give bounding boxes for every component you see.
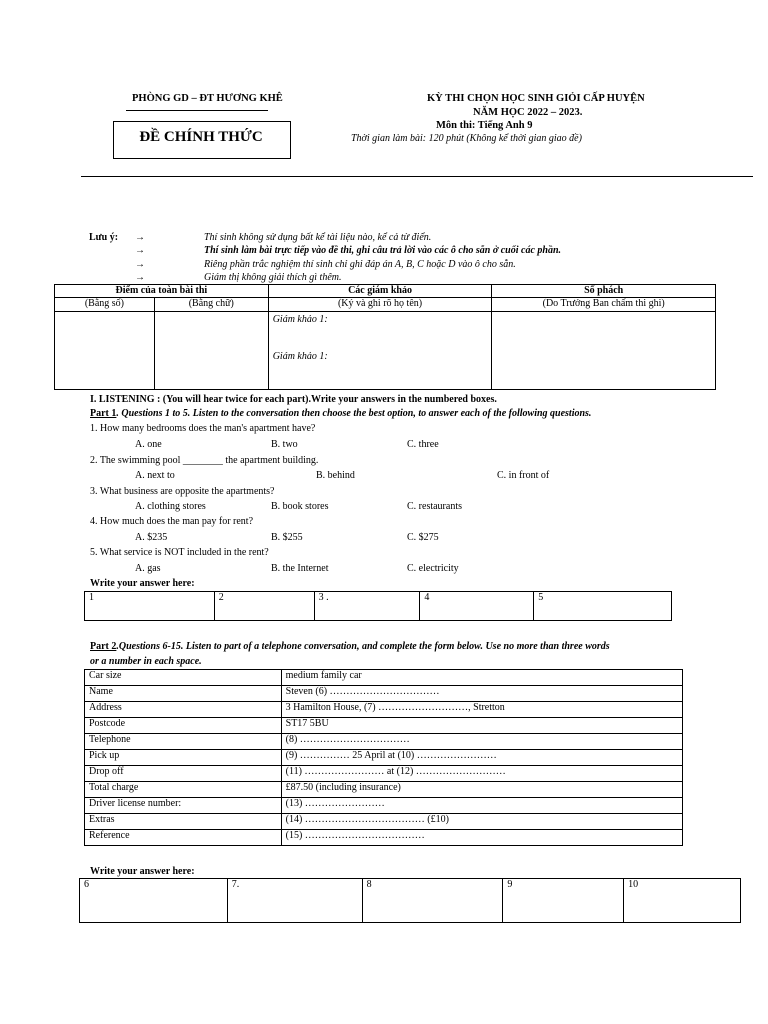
option-1a: A. one — [135, 439, 162, 450]
form-label: Pick up — [85, 750, 282, 766]
question-5: 5. What service is NOT included in the rent? — [90, 547, 269, 558]
notes-label: Lưu ý: — [89, 232, 119, 243]
form-label: Extras — [85, 814, 282, 830]
form-value: (9) …………… 25 April at (10) …………………… — [281, 750, 682, 766]
arrow-icon: → — [135, 245, 145, 256]
answer-box-1[interactable]: 1 — [85, 592, 215, 621]
subject: Môn thi: Tiếng Anh 9 — [436, 120, 533, 131]
part2-instruction — [90, 641, 710, 653]
answer-box-8[interactable]: 8 — [362, 879, 503, 923]
listening-heading: I. LISTENING : (You will hear twice for each part).Write your answers in the numbered boxes. — [90, 394, 497, 405]
exam-time: Thời gian làm bài: 120 phút (Không kể thời gian giao đề) — [351, 133, 582, 144]
form-value: 3 Hamilton House, (7) ………………………, Stretton — [281, 702, 682, 718]
exam-title: KỲ THI CHỌN HỌC SINH GIỎI CẤP HUYỆN — [427, 93, 645, 104]
note-item: Thí sinh làm bài trực tiếp vào đề thi, ghi câu trả lời vào các ô cho sẵn ở cuối các phần. — [204, 245, 562, 256]
option-5b: B. the Internet — [271, 563, 329, 574]
option-2c: C. in front of — [497, 470, 550, 481]
answer-table-2 — [79, 878, 741, 923]
part2-text-line2: or a number in each space. — [90, 656, 202, 667]
question-1: 1. How many bedrooms does the man's apartment have? — [90, 423, 316, 434]
option-1c: C. three — [407, 439, 439, 450]
arrow-icon: → — [135, 232, 145, 243]
score-header: Điểm của toàn bài thi — [55, 285, 269, 298]
score-number-cell[interactable] — [55, 312, 155, 390]
form-label: Drop off — [85, 766, 282, 782]
examiner-sign-header: (Ký và ghi rõ họ tên) — [268, 298, 492, 312]
score-table — [54, 284, 716, 390]
score-number-header: (Bằng số) — [55, 298, 155, 312]
department-underline — [126, 110, 268, 111]
answer-box-5[interactable]: 5 — [534, 592, 672, 621]
option-3a: A. clothing stores — [135, 501, 206, 512]
write-answer-label-2: Write your answer here: — [90, 866, 195, 877]
form-label: Telephone — [85, 734, 282, 750]
answer-box-7[interactable]: 7. — [227, 879, 362, 923]
form-label: Address — [85, 702, 282, 718]
answer-box-2[interactable]: 2 — [214, 592, 314, 621]
form-value: (14) ……………………………… (£10) — [281, 814, 682, 830]
header-divider — [81, 176, 753, 177]
score-word-cell[interactable] — [154, 312, 268, 390]
answer-box-9[interactable]: 9 — [503, 879, 624, 923]
option-2b: B. behind — [316, 470, 355, 481]
form-label: Total charge — [85, 782, 282, 798]
part1-instruction — [90, 408, 591, 420]
option-2a: A. next to — [135, 470, 175, 481]
answer-table-1 — [84, 591, 672, 621]
arrow-icon: → — [135, 259, 145, 270]
option-3c: C. restaurants — [407, 501, 462, 512]
option-3b: B. book stores — [271, 501, 329, 512]
form-label: Name — [85, 686, 282, 702]
form-label: Driver license number: — [85, 798, 282, 814]
form-value: Steven (6) …………………………… — [281, 686, 682, 702]
question-4: 4. How much does the man pay for rent? — [90, 516, 254, 527]
rental-form-table — [84, 669, 683, 846]
form-value: £87.50 (including insurance) — [281, 782, 682, 798]
answer-box-3[interactable]: 3 . — [314, 592, 420, 621]
option-5c: C. electricity — [407, 563, 459, 574]
form-value: ST17 5BU — [281, 718, 682, 734]
examiner-2-label: Giám khảo 1: — [272, 351, 328, 362]
note-item: Thí sinh không sử dụng bất kể tài liệu nào, kể cả từ điển. — [204, 232, 432, 243]
note-item: Giám thị không giải thích gì thêm. — [204, 272, 342, 283]
form-value: (8) …………………………… — [281, 734, 682, 750]
form-value: (13) …………………… — [281, 798, 682, 814]
examiners-header: Các giám khảo — [268, 285, 492, 298]
answer-box-4[interactable]: 4 — [420, 592, 534, 621]
examiner-cell[interactable] — [268, 312, 492, 390]
write-answer-label-1: Write your answer here: — [90, 578, 195, 589]
school-year: NĂM HỌC 2022 – 2023. — [473, 107, 583, 118]
code-cell[interactable] — [492, 312, 716, 390]
question-3: 3. What business are opposite the apartments? — [90, 486, 275, 497]
part2-text: .Questions 6-15. Listen to part of a telephone conversation, and complete the form below. Use no more than three words — [116, 641, 610, 652]
form-label: Postcode — [85, 718, 282, 734]
code-header: Số phách — [492, 285, 716, 298]
question-2: 2. The swimming pool ________ the apartment building. — [90, 455, 319, 466]
form-value: medium family car — [281, 670, 682, 686]
examiner-1-label: Giám khảo 1: — [272, 314, 328, 325]
form-label: Car size — [85, 670, 282, 686]
department-name: PHÒNG GD – ĐT HƯƠNG KHÊ — [132, 93, 283, 104]
part1-label: Part 1 — [90, 408, 117, 419]
part1-text: . Questions 1 to 5. Listen to the conversation then choose the best option, to answer each of the following questions. — [116, 408, 592, 419]
note-item: Riêng phần trắc nghiệm thí sinh chỉ ghi đáp án A, B, C hoặc D vào ô cho sẵn. — [204, 259, 516, 270]
answer-box-6[interactable]: 6 — [80, 879, 228, 923]
official-label: ĐỀ CHÍNH THỨC — [139, 129, 263, 145]
option-4a: A. $235 — [135, 532, 168, 543]
part2-label: Part 2 — [90, 641, 117, 652]
form-label: Reference — [85, 830, 282, 846]
form-value: (11) …………………… at (12) ……………………… — [281, 766, 682, 782]
score-word-header: (Bằng chữ) — [154, 298, 268, 312]
answer-box-10[interactable]: 10 — [624, 879, 741, 923]
option-1b: B. two — [271, 439, 298, 450]
option-5a: A. gas — [135, 563, 161, 574]
arrow-icon: → — [135, 272, 145, 283]
option-4b: B. $255 — [271, 532, 303, 543]
code-sub-header: (Do Trưởng Ban chấm thi ghi) — [492, 298, 716, 312]
option-4c: C. $275 — [407, 532, 439, 543]
form-value: (15) ……………………………… — [281, 830, 682, 846]
